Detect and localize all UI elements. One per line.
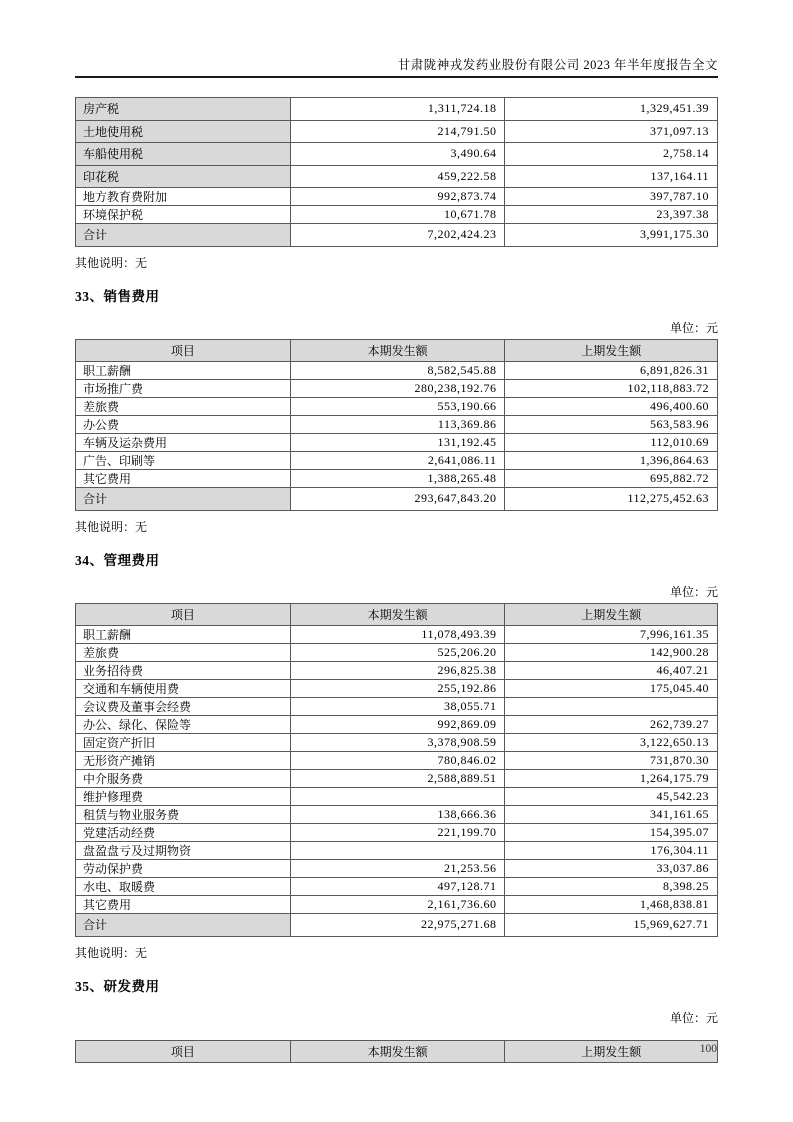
report-header-title: 甘肃陇神戎发药业股份有限公司 2023 年半年度报告全文: [397, 58, 718, 72]
prior-amount-cell: 563,583.96: [505, 415, 718, 433]
current-amount-cell: 22,975,271.68: [290, 913, 505, 936]
prior-amount-cell: 1,468,838.81: [505, 895, 718, 913]
prior-amount-cell: 1,329,451.39: [505, 98, 718, 121]
prior-amount-cell: 176,304.11: [505, 841, 718, 859]
prior-amount-cell: 137,164.11: [505, 165, 718, 188]
item-label-cell: 差旅费: [76, 397, 291, 415]
prior-amount-cell: 341,161.65: [505, 805, 718, 823]
prior-amount-cell: 695,882.72: [505, 469, 718, 487]
item-label-cell: 印花税: [76, 165, 291, 188]
table-row: [76, 877, 718, 895]
current-amount-cell: 992,869.09: [290, 715, 505, 733]
section-title: 34、管理费用: [75, 552, 160, 568]
item-label-cell: 交通和车辆使用费: [76, 679, 291, 697]
table-row: [76, 361, 718, 379]
item-label-cell: 盘盈盘亏及过期物资: [76, 841, 291, 859]
table-row: [76, 433, 718, 451]
item-label-cell: 办公费: [76, 415, 291, 433]
item-label-cell: 车船使用税: [76, 143, 291, 166]
section-title: 33、销售费用: [75, 288, 160, 304]
header-divider: [75, 76, 718, 78]
table-row: [76, 661, 718, 679]
item-label-cell: 市场推广费: [76, 379, 291, 397]
table-row: [76, 733, 718, 751]
current-amount-cell: 113,369.86: [290, 415, 505, 433]
current-amount-cell: 992,873.74: [290, 188, 505, 206]
item-label-cell: 劳动保护费: [76, 859, 291, 877]
current-amount-cell: 296,825.38: [290, 661, 505, 679]
col-header-prior: 上期发生额: [505, 603, 718, 625]
current-amount-cell: 138,666.36: [290, 805, 505, 823]
prior-amount-cell: 1,396,864.63: [505, 451, 718, 469]
col-header-item: 项目: [76, 339, 291, 361]
current-amount-cell: 497,128.71: [290, 877, 505, 895]
prior-amount-cell: 262,739.27: [505, 715, 718, 733]
prior-amount-cell: 397,787.10: [505, 188, 718, 206]
item-label-cell: 业务招待费: [76, 661, 291, 679]
expense-table: [75, 339, 718, 511]
col-header-item: 项目: [76, 603, 291, 625]
prior-amount-cell: 1,264,175.79: [505, 769, 718, 787]
prior-amount-cell: 731,870.30: [505, 751, 718, 769]
expense-table-body: [76, 625, 718, 936]
col-header-prior: 上期发生额: [505, 339, 718, 361]
prior-amount-cell: 142,900.28: [505, 643, 718, 661]
table-row: [76, 379, 718, 397]
expense-table-body: [76, 361, 718, 510]
current-amount-cell: 38,055.71: [290, 697, 505, 715]
prior-amount-cell: 3,122,650.13: [505, 733, 718, 751]
item-label-cell: 地方教育费附加: [76, 188, 291, 206]
table-header-row: [76, 603, 718, 625]
item-label-cell: 车辆及运杂费用: [76, 433, 291, 451]
current-amount-cell: 2,641,086.11: [290, 451, 505, 469]
table-row: [76, 895, 718, 913]
col-header-prior: 上期发生额: [505, 1040, 718, 1062]
prior-amount-cell: 45,542.23: [505, 787, 718, 805]
prior-amount-cell: 102,118,883.72: [505, 379, 718, 397]
other-note: 其他说明：无: [75, 519, 148, 534]
other-note: 其他说明：无: [75, 255, 148, 270]
table-row: [76, 679, 718, 697]
prior-amount-cell: 112,010.69: [505, 433, 718, 451]
item-label-cell: 合计: [76, 913, 291, 936]
current-amount-cell: 2,161,736.60: [290, 895, 505, 913]
table-row: [76, 841, 718, 859]
item-label-cell: 其它费用: [76, 895, 291, 913]
table-row: [76, 787, 718, 805]
table-row: [76, 98, 718, 121]
table-row: [76, 751, 718, 769]
item-label-cell: 其它费用: [76, 469, 291, 487]
table-row: [76, 643, 718, 661]
table-row: [76, 397, 718, 415]
current-amount-cell: 7,202,424.23: [290, 224, 505, 247]
other-note: 其他说明：无: [75, 945, 148, 960]
prior-amount-cell: 3,991,175.30: [505, 224, 718, 247]
current-amount-cell: 3,378,908.59: [290, 733, 505, 751]
prior-amount-cell: 6,891,826.31: [505, 361, 718, 379]
col-header-current: 本期发生额: [290, 1040, 505, 1062]
table-row: [76, 469, 718, 487]
table-row: [76, 206, 718, 224]
table-row: [76, 188, 718, 206]
table-row: [76, 769, 718, 787]
prior-amount-cell: 2,758.14: [505, 143, 718, 166]
item-label-cell: 广告、印刷等: [76, 451, 291, 469]
item-label-cell: 合计: [76, 224, 291, 247]
unit-label: 单位：元: [669, 584, 718, 599]
item-label-cell: 无形资产摊销: [76, 751, 291, 769]
item-label-cell: 合计: [76, 487, 291, 510]
current-amount-cell: 553,190.66: [290, 397, 505, 415]
page-number: 100: [699, 1043, 717, 1055]
section-rnd-expenses: [75, 978, 718, 1063]
table-row: [76, 715, 718, 733]
current-amount-cell: [290, 841, 505, 859]
current-amount-cell: 293,647,843.20: [290, 487, 505, 510]
current-amount-cell: 214,791.50: [290, 120, 505, 143]
prior-amount-cell: 15,969,627.71: [505, 913, 718, 936]
table-row: [76, 625, 718, 643]
col-header-item: 项目: [76, 1040, 291, 1062]
prior-amount-cell: 371,097.13: [505, 120, 718, 143]
item-label-cell: 固定资产折旧: [76, 733, 291, 751]
prior-amount-cell: 7,996,161.35: [505, 625, 718, 643]
current-amount-cell: 21,253.56: [290, 859, 505, 877]
item-label-cell: 差旅费: [76, 643, 291, 661]
item-label-cell: 会议费及董事会经费: [76, 697, 291, 715]
table-row: [76, 805, 718, 823]
current-amount-cell: 8,582,545.88: [290, 361, 505, 379]
current-amount-cell: 10,671.78: [290, 206, 505, 224]
item-label-cell: 租赁与物业服务费: [76, 805, 291, 823]
prior-amount-cell: 8,398.25: [505, 877, 718, 895]
prior-amount-cell: 112,275,452.63: [505, 487, 718, 510]
expense-table: [75, 603, 718, 937]
unit-label: 单位：元: [669, 1010, 718, 1025]
prior-amount-cell: 154,395.07: [505, 823, 718, 841]
expense-table: [75, 1040, 718, 1063]
table-row: [76, 697, 718, 715]
taxes-table-body: [76, 98, 718, 247]
total-row: [76, 224, 718, 247]
col-header-current: 本期发生额: [290, 339, 505, 361]
item-label-cell: 维护修理费: [76, 787, 291, 805]
item-label-cell: 环境保护税: [76, 206, 291, 224]
table-row: [76, 120, 718, 143]
current-amount-cell: 525,206.20: [290, 643, 505, 661]
current-amount-cell: [290, 787, 505, 805]
taxes-table: [75, 97, 718, 247]
current-amount-cell: 255,192.86: [290, 679, 505, 697]
current-amount-cell: 3,490.64: [290, 143, 505, 166]
table-row: [76, 143, 718, 166]
prior-amount-cell: 46,407.21: [505, 661, 718, 679]
item-label-cell: 党建活动经费: [76, 823, 291, 841]
section-admin-expenses: [75, 552, 718, 961]
current-amount-cell: 1,388,265.48: [290, 469, 505, 487]
current-amount-cell: 280,238,192.76: [290, 379, 505, 397]
total-row: [76, 487, 718, 510]
total-row: [76, 913, 718, 936]
col-header-current: 本期发生额: [290, 603, 505, 625]
expense-sections: [75, 288, 718, 1063]
section-title: 35、研发费用: [75, 978, 160, 994]
prior-amount-cell: [505, 697, 718, 715]
table-row: [76, 451, 718, 469]
table-row: [76, 859, 718, 877]
prior-amount-cell: 496,400.60: [505, 397, 718, 415]
item-label-cell: 办公、绿化、保险等: [76, 715, 291, 733]
item-label-cell: 土地使用税: [76, 120, 291, 143]
current-amount-cell: 1,311,724.18: [290, 98, 505, 121]
item-label-cell: 水电、取暖费: [76, 877, 291, 895]
current-amount-cell: 780,846.02: [290, 751, 505, 769]
table-row: [76, 823, 718, 841]
current-amount-cell: 131,192.45: [290, 433, 505, 451]
current-amount-cell: 2,588,889.51: [290, 769, 505, 787]
table-header-row: [76, 1040, 718, 1062]
current-amount-cell: 11,078,493.39: [290, 625, 505, 643]
prior-amount-cell: 33,037.86: [505, 859, 718, 877]
table-row: [76, 415, 718, 433]
item-label-cell: 职工薪酬: [76, 625, 291, 643]
prior-amount-cell: 175,045.40: [505, 679, 718, 697]
table-row: [76, 165, 718, 188]
item-label-cell: 房产税: [76, 98, 291, 121]
table-header-row: [76, 339, 718, 361]
item-label-cell: 中介服务费: [76, 769, 291, 787]
item-label-cell: 职工薪酬: [76, 361, 291, 379]
prior-amount-cell: 23,397.38: [505, 206, 718, 224]
current-amount-cell: 459,222.58: [290, 165, 505, 188]
unit-label: 单位：元: [669, 320, 718, 335]
current-amount-cell: 221,199.70: [290, 823, 505, 841]
section-selling-expenses: [75, 288, 718, 535]
